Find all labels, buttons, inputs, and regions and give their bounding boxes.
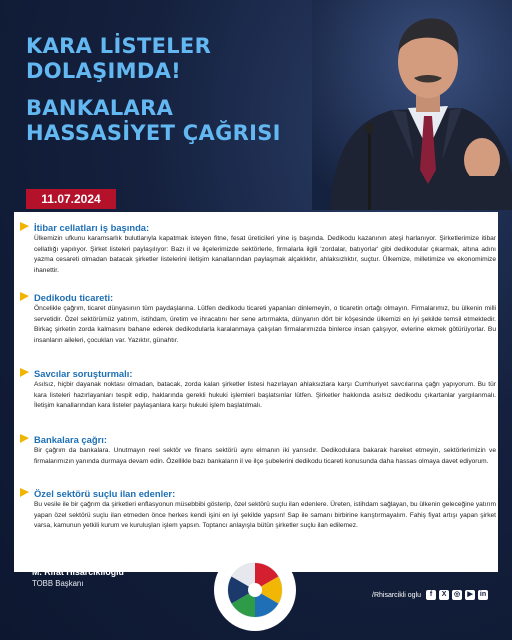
bullet-icon <box>20 222 29 231</box>
social-handle[interactable]: /Rhisarcikli oglu <box>372 591 422 599</box>
bullet-icon <box>20 488 29 497</box>
section-ozel-sektor <box>34 488 496 532</box>
section-body: Bir çağrım da bankalara. Unutmayın reel sektör ve finans sektörü aynı elmanın iki yarısıdır. Dedikodulara bakarak hareket etmeyin, sektörlerimizin ve firmalarımızın yanında durmaya devam edin. Özellikle bazı bankaların il ve ilçe şubelerini dedikodu ticareti konusunda daha hassas olmaya davet ediyorum. <box>34 447 496 465</box>
signer-title: TOBB Başkanı <box>32 579 84 588</box>
x-icon[interactable]: X <box>439 590 449 600</box>
section-body: Ülkemizin ufkunu karamsarlık bulutlarıyla kapatmak isteyen fitne, fesat üreticileri yine iş başında. Dedikodu kazanının ateşi harlanıyor. Şirketlerimize itibar cellatlığı yapılıyor. Şirket listeleri paylaşılıyor: Bazı il ve ilçelerimizde sektörlerle, firmalarla ilgili 'zordalar, batıyorlar' gibi dedikodular çıkarmak, altına adını yazma cesareti olmadan batacak şirketler listelerini iletişim kanallarından paylaşmak alçaklıktır, ahlaksızlıktır, suçtur. Ülkemize, milletimize ve ekonomimize ihanettir. <box>34 235 496 274</box>
headline-line-1: KARA LİSTELER <box>26 34 212 58</box>
statement-card <box>14 212 498 572</box>
headline-line-2: DOLAŞIMDA! <box>26 59 182 83</box>
tobb-logo <box>212 547 298 633</box>
signer-name: M. Rifat Hisarcıklıoğlu <box>32 567 124 577</box>
section-title: Özel sektörü suçlu ilan edenler: <box>34 488 176 499</box>
instagram-icon[interactable]: ◎ <box>453 591 461 598</box>
social-bar <box>372 586 502 604</box>
bullet-icon <box>20 292 29 301</box>
section-dedikodu <box>34 292 496 346</box>
section-title: Savcılar soruşturmalı: <box>34 368 133 379</box>
section-title: İtibar cellatları iş başında: <box>34 222 150 233</box>
section-itibar <box>34 222 496 276</box>
date-badge: 11.07.2024 <box>26 189 116 209</box>
section-savcilar <box>34 368 496 412</box>
headline-line-3: BANKALARA <box>26 96 174 120</box>
signature-block <box>32 566 124 589</box>
bullet-icon <box>20 368 29 377</box>
section-title: Dedikodu ticareti: <box>34 292 114 303</box>
portrait-photo <box>312 0 512 210</box>
section-body: Bu vesile ile bir çağrım da şirketleri enflasyonun müsebbibi gösterip, özel sektörü suçlu ilan edenlere. Üreten, istihdam sağlayan, bu ülkenin geleceğine yatırım yapan özel sektörü suçlu ilan etmeden önce herkes kendi işini en iyi şekilde yapsın! Sap ile samanı birbirine karıştırmayalım. Fahiş fiyat artışı yapan şirket varsa, kamunun yetkili kurum ve kuruluşları işlem yapsın. Toptancı anlayışla bütün şirketler suçlu ilan edilemez. <box>34 501 496 530</box>
headline-line-4: HASSASİYET ÇAĞRISI <box>26 121 281 145</box>
headline <box>26 34 326 146</box>
bullet-icon <box>20 434 29 443</box>
section-bankalar <box>34 434 496 467</box>
section-body: Öncelikle çağrım, ticaret dünyasının tüm paydaşlarına. Lütfen dedikodu ticareti yapanları dinlemeyin, o ticaretin ortağı olmayın. Firmalarımız, bu ülkenin milli servetidir. Özel sektörümüz yatırım, istihdam, üretim ve ihracatını her sene artırmakta, dünyanın dört bir köşesinde ülkemizi en iyi şekilde temsil etmektedir. Birkaç şirketin zorda kalmasını bahane ederek dedikodularla karalanmaya çalışılan firmalarımızda binlerce insan çalışıyor, evlerine ekmek götürüyorlar. Bu insanların aileleri, çocukları var. Yazıktır, günahtır. <box>34 305 496 344</box>
linkedin-icon[interactable]: in <box>479 591 487 598</box>
facebook-icon[interactable]: f <box>426 590 436 600</box>
youtube-icon[interactable]: ▶ <box>465 590 475 600</box>
section-title: Bankalara çağrı: <box>34 434 107 445</box>
section-body: Asılsız, hiçbir dayanak noktası olmadan, batacak, zorda kalan şirketler listesi hazırlayan ahlaksızlara karşı Cumhuriyet savcılarına çağrı yapıyorum. Bu tür kara listeleri hazırlayanları tespit edip, haklarında gerekli hukuki işlemleri başlatsınlar lütfen. Şirketler hakkında asılsız dedikodu çıkartanlar yargılanmalı. İletişim kanallarından kara listeler paylaşanlara karşı hukuki işlem başlatılmalı. <box>34 381 496 410</box>
